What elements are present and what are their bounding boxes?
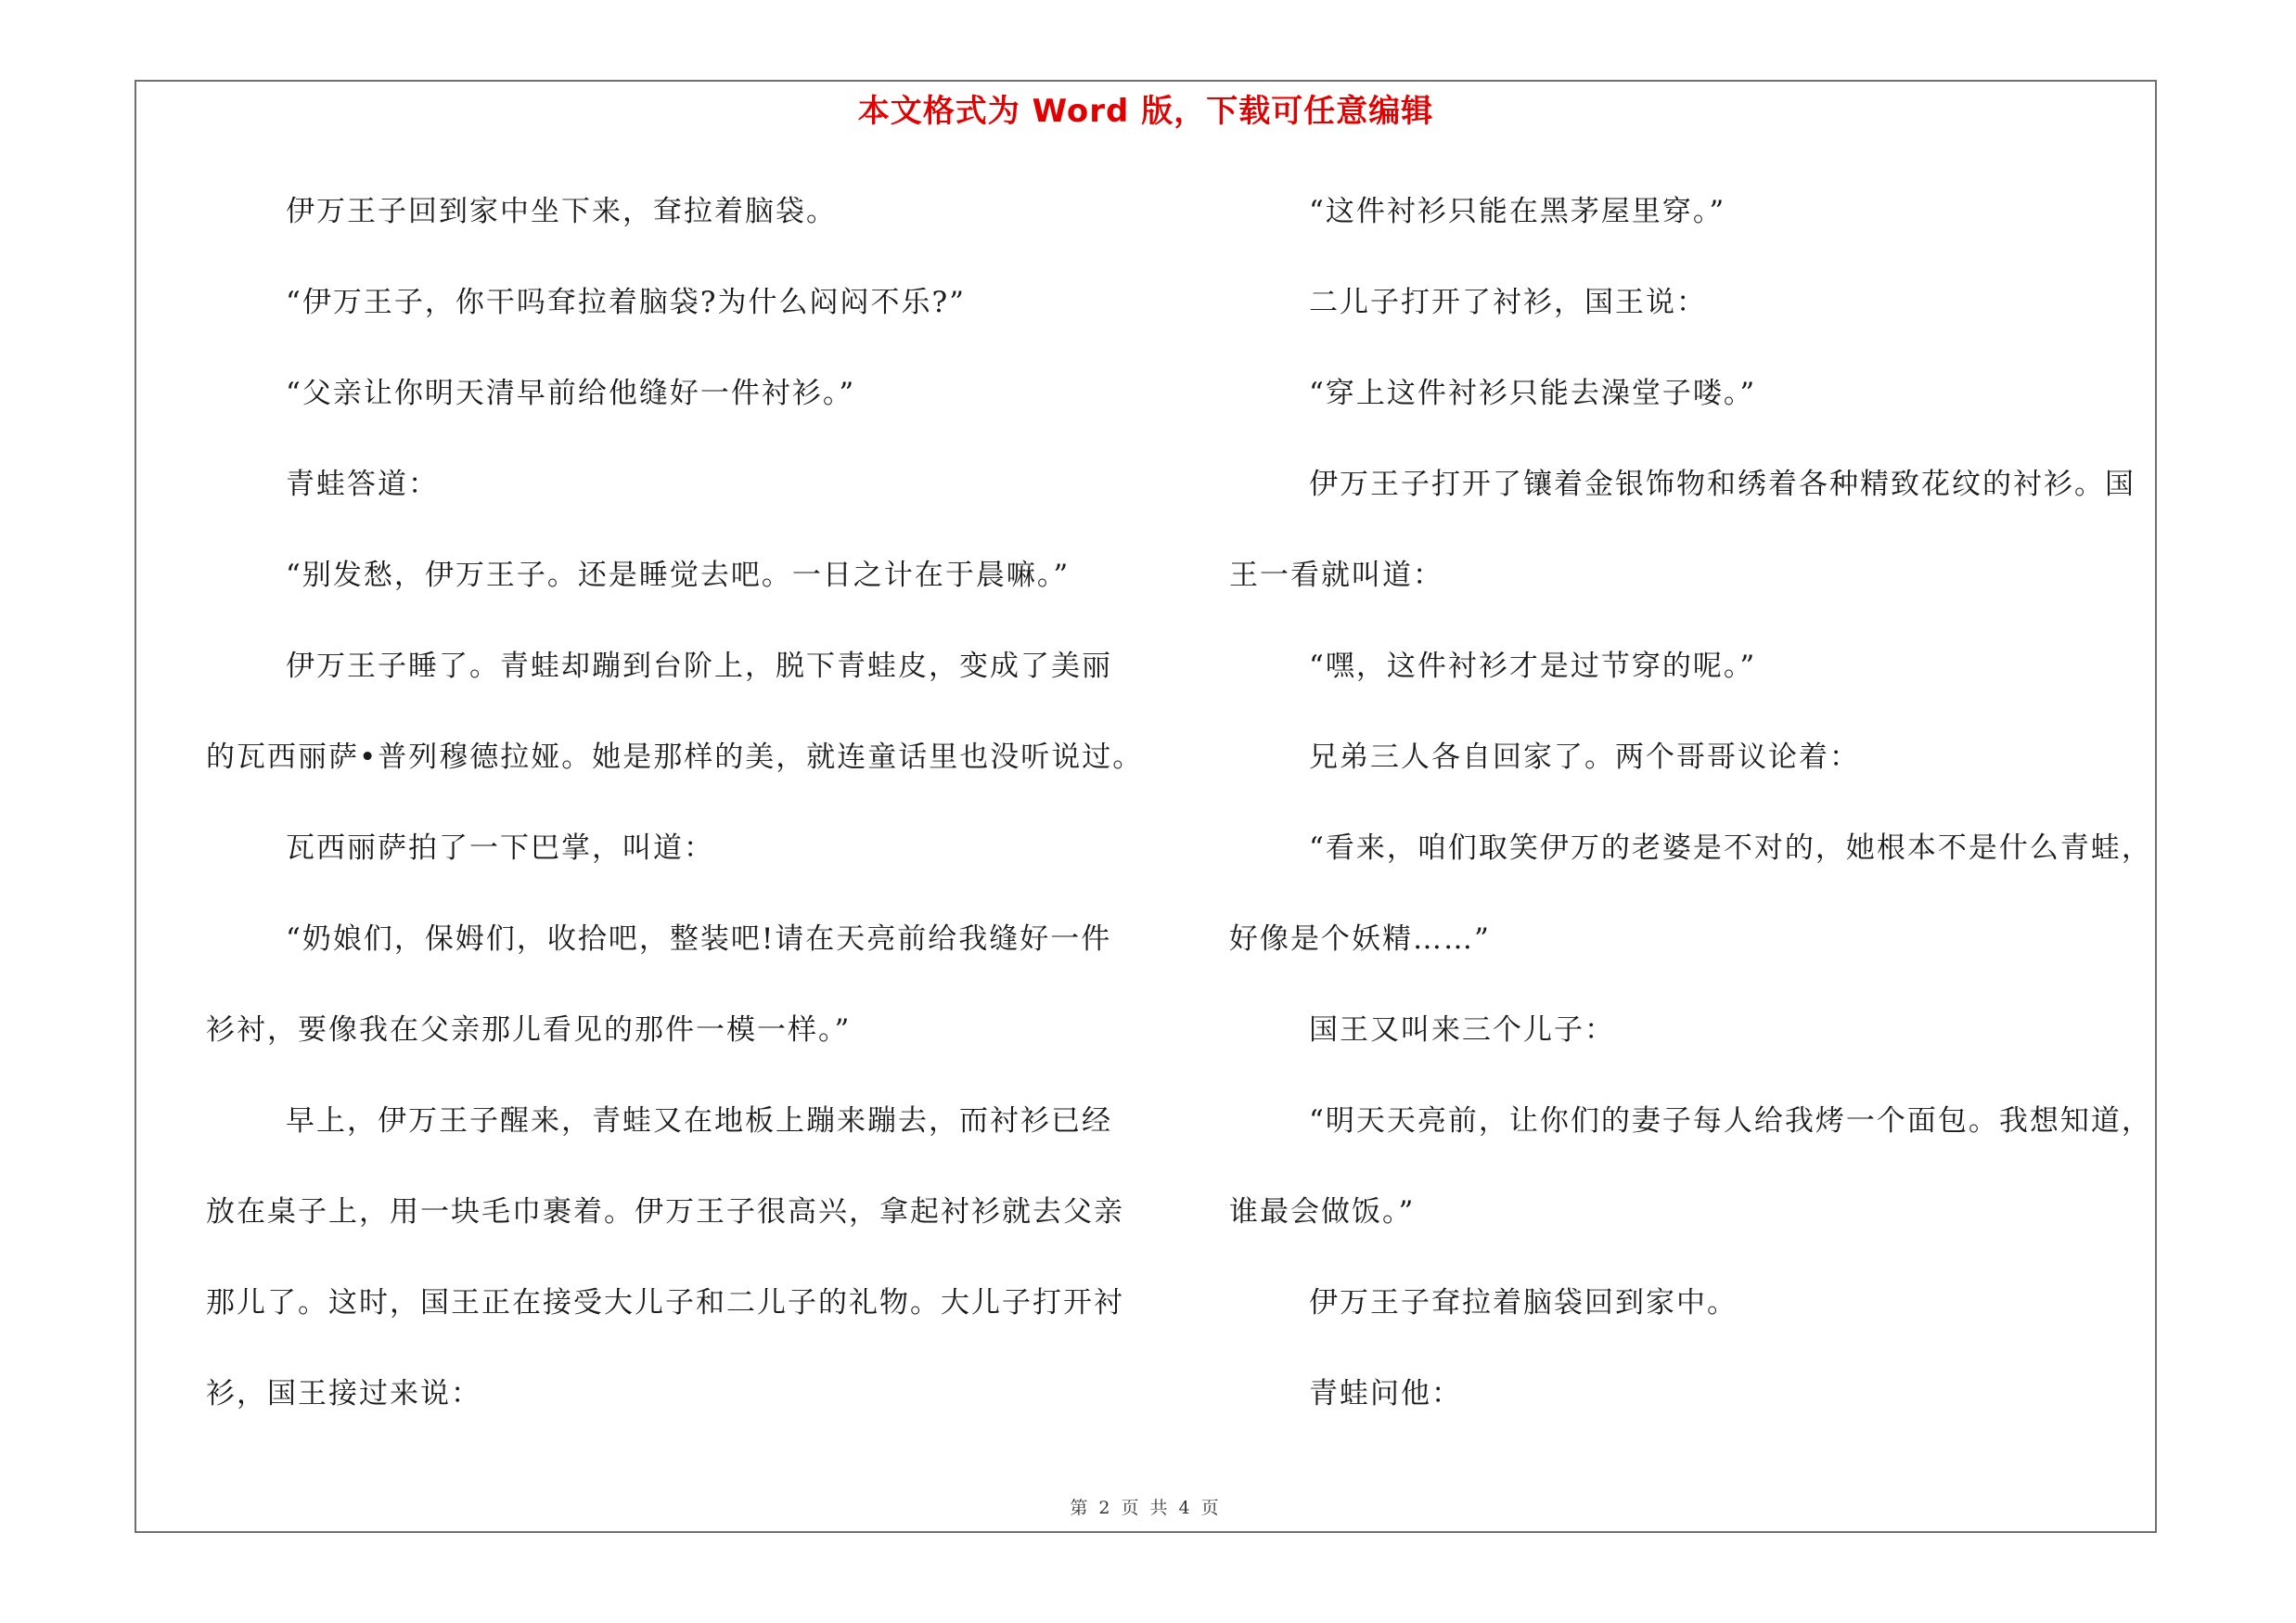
paragraph-line: “明天天亮前，让你们的妻子每人给我烤一个面包。我想知道， — [1309, 1104, 2152, 1138]
paragraph-line: 伊万王子回到家中坐下来，耷拉着脑袋。 — [286, 195, 837, 228]
paragraph-line: “嘿，这件衬衫才是过节穿的呢。” — [1309, 650, 1757, 683]
paragraph-line: “奶娘们，保姆们，收拾吧，整装吧!请在天亮前给我缝好一件 — [286, 922, 1112, 956]
paragraph-line: 伊万王子打开了镶着金银饰物和绣着各种精致花纹的衬衫。国 — [1309, 468, 2136, 501]
paragraph-line: 青蛙问他： — [1309, 1377, 1462, 1410]
paragraph-line: 的瓦西丽萨•普列穆德拉娅。她是那样的美，就连童话里也没听说过。 — [206, 741, 1144, 774]
paragraph-line: 那儿了。这时，国王正在接受大儿子和二儿子的礼物。大儿子打开衬 — [206, 1286, 1124, 1320]
page-number: 第 2 页 共 4 页 — [1070, 1498, 1222, 1518]
document-header: 本文格式为 Word 版，下载可任意编辑 — [857, 93, 1434, 130]
paragraph-line: 谁最会做饭。” — [1229, 1195, 1416, 1229]
paragraph-line: 王一看就叫道： — [1229, 559, 1443, 592]
paragraph-line: 伊万王子耷拉着脑袋回到家中。 — [1309, 1286, 1738, 1320]
paragraph-line: 兄弟三人各自回家了。两个哥哥议论着： — [1309, 741, 1860, 774]
paragraph-line: 青蛙答道： — [286, 468, 439, 501]
paragraph-line: 放在桌子上，用一块毛巾裹着。伊万王子很高兴，拿起衬衫就去父亲 — [206, 1195, 1124, 1229]
paragraph-line: “穿上这件衬衫只能去澡堂子喽。” — [1309, 377, 1757, 410]
paragraph-line: “伊万王子，你干吗耷拉着脑袋?为什么闷闷不乐?” — [286, 286, 966, 319]
paragraph-line: 国王又叫来三个儿子： — [1309, 1013, 1615, 1047]
paragraph-line: 伊万王子睡了。青蛙却蹦到台阶上，脱下青蛙皮，变成了美丽 — [286, 650, 1112, 683]
paragraph-line: 二儿子打开了衬衫，国王说： — [1309, 286, 1707, 319]
paragraph-line: 瓦西丽萨拍了一下巴掌，叫道： — [286, 831, 714, 865]
paragraph-line: “别发愁，伊万王子。还是睡觉去吧。一日之计在于晨嘛。” — [286, 559, 1071, 592]
paragraph-line: “看来，咱们取笑伊万的老婆是不对的，她根本不是什么青蛙， — [1309, 831, 2152, 865]
paragraph-line: 早上，伊万王子醒来，青蛙又在地板上蹦来蹦去，而衬衫已经 — [286, 1104, 1112, 1138]
paragraph-line: 好像是个妖精……” — [1229, 922, 1491, 956]
paragraph-line: “这件衬衫只能在黑茅屋里穿。” — [1309, 195, 1726, 228]
paragraph-line: “父亲让你明天清早前给他缝好一件衬衫。” — [286, 377, 856, 410]
paragraph-line: 衫，国王接过来说： — [206, 1377, 481, 1410]
paragraph-line: 衫衬，要像我在父亲那儿看见的那件一模一样。” — [206, 1013, 852, 1047]
